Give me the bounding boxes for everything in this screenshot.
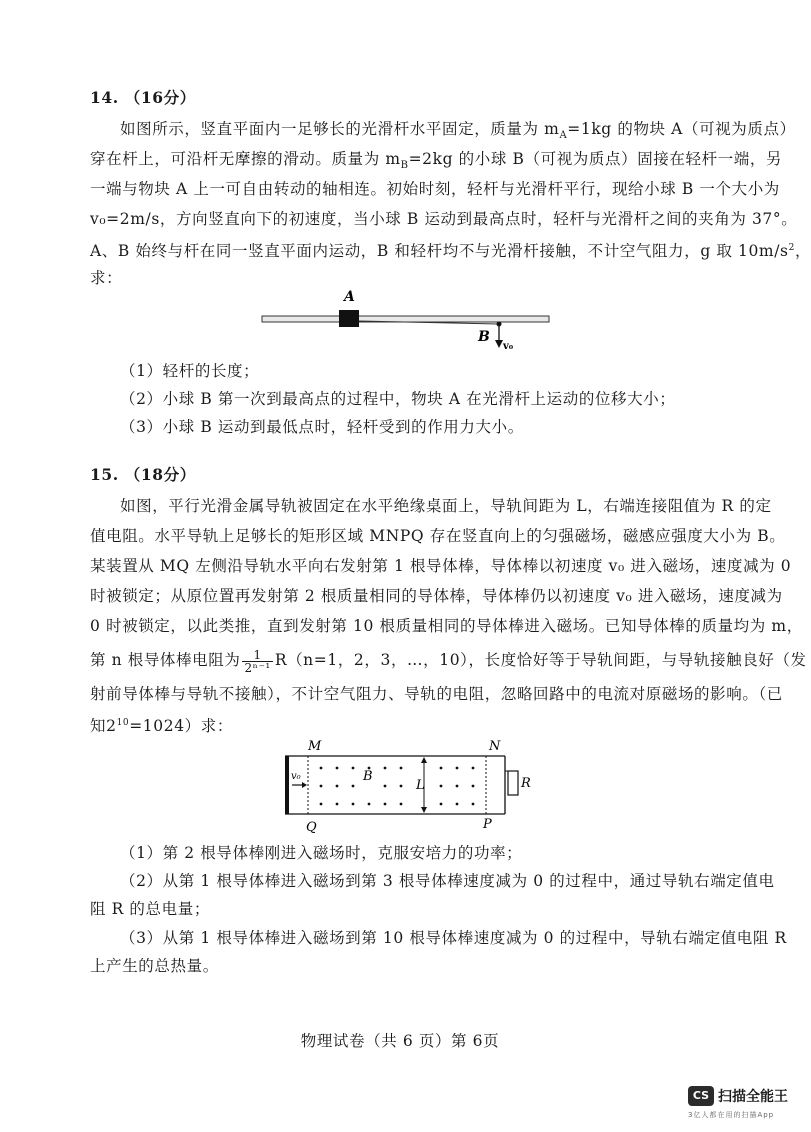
q14-line-5: A、B 始终与杆在同一竖直平面内运动，B 和轻杆均不与光滑杆接触，不计空气阻力，g 取 $10m/s^2$， (90, 242, 811, 261)
q15-line-3: 某装置从 MQ 左侧沿导轨水平向右发射第 1 根导体棒，导体棒以初速度 v₀ 进入磁场，速度减为 0 (90, 557, 792, 575)
q14-item-1: （1）轻杆的长度； (120, 362, 260, 380)
q15-line-4: 时被锁定；从原位置再发射第 2 根质量相同的导体棒，导体棒仍以初速度 v₀ 进入磁场，速度减为 (90, 587, 783, 605)
page-footer: 物理试卷（共 6 页）第 6页 (300, 1032, 500, 1050)
watermark-name: 扫描全能王 (718, 1088, 788, 1105)
label-v0: v₀ (503, 341, 514, 352)
q15-line-7: 射前导体棒与导轨不接触），不计空气阻力、导轨的电阻，忽略回路中的电流对原磁场的影响。（已 (90, 685, 783, 703)
q14-figure (255, 283, 555, 358)
q15-line-8: 知$2^{10}=1024$）求： (90, 717, 233, 736)
q14-line-4: v₀=2m/s，方向竖直向下的初速度，当小球 B 运动到最高点时，轻杆与光滑杆之间的夹角为 37°。 (90, 210, 798, 228)
field-dots (320, 767, 475, 806)
q15-item-3: （3）从第 1 根导体棒进入磁场到第 10 根导体棒速度减为 0 的过程中，导轨右端定值电阻 R (120, 929, 787, 947)
q15-line-1: 如图，平行光滑金属导轨被固定在水平绝缘桌面上，导轨间距为 L，右端连接阻值为 R 的定 (120, 497, 772, 515)
label-l: L (416, 778, 425, 793)
q15-item-3-cont: 上产生的总热量。 (90, 957, 219, 975)
q15-item-1: （1）第 2 根导体棒刚进入磁场时，克服安培力的功率； (120, 844, 523, 862)
camscanner-icon: CS (688, 1086, 714, 1106)
q15-line-6: 第 n 根导体棒电阻为 $\frac{1}{\text{2ⁿ⁻¹}}$ R（n=1，2，3，…，10），长度恰好等于导轨间距，与导轨接触良好（发 (90, 647, 807, 675)
resistor (508, 771, 518, 795)
resistance-fraction: $\frac{1}{\text{2ⁿ⁻¹}}$ (244, 647, 271, 675)
scanner-watermark (688, 1085, 788, 1106)
q14-line-3: 一端与物块 A 上一可自由转动的轴相连。初始时刻，轻杆与光滑杆平行，现给小球 B 一个大小为 (90, 180, 780, 198)
label-b: B (478, 329, 490, 345)
q14-item-3: （3）小球 B 运动到最低点时，轻杆受到的作用力大小。 (120, 418, 524, 436)
q15-line-2: 值电阻。水平导轨上足够长的矩形区域 MNPQ 存在竖直向上的匀强磁场，磁感应强度大小为 B。 (90, 527, 786, 545)
q15-line-5: 0 时被锁定，以此类推，直到发射第 10 根质量相同的导体棒进入磁场。已知导体棒的质量均为 m， (90, 617, 803, 635)
label-n: N (489, 739, 501, 754)
q14-line-1: 如图所示，竖直平面内一足够长的光滑杆水平固定，质量为 $m_A=1kg$ 的物块 A（可视为质点） (120, 120, 796, 142)
q15-item-2-cont: 阻 R 的总电量； (90, 900, 210, 918)
label-q: Q (306, 820, 317, 835)
watermark-tagline: 3亿人都在用的扫描App (688, 1111, 775, 1119)
label-m: M (308, 739, 322, 754)
q15-item-2: （2）从第 1 根导体棒进入磁场到第 3 根导体棒速度减为 0 的过程中，通过导轨右端定值电 (120, 872, 775, 890)
q14-line-6: 求： (90, 269, 123, 287)
block-a (339, 310, 359, 327)
q14-line-2: 穿在杆上，可沿杆无摩擦的滑动。质量为 $m_B=2kg$ 的小球 B（可视为质点）固接在轻杆一端，另 (90, 150, 783, 172)
smooth-rod (262, 316, 549, 322)
label-b: B (363, 769, 373, 784)
label-a: A (344, 289, 355, 305)
q15-header: 15. （18分） (90, 465, 196, 484)
label-v0: v₀ (291, 771, 301, 782)
label-p: P (483, 817, 492, 832)
conductor-rod (285, 756, 289, 814)
label-r: R (521, 776, 531, 791)
q14-item-2: （2）小球 B 第一次到最高点的过程中，物块 A 在光滑杆上运动的位移大小； (120, 390, 676, 408)
q15-figure (275, 735, 535, 835)
q14-header: 14. （16分） (90, 88, 196, 107)
